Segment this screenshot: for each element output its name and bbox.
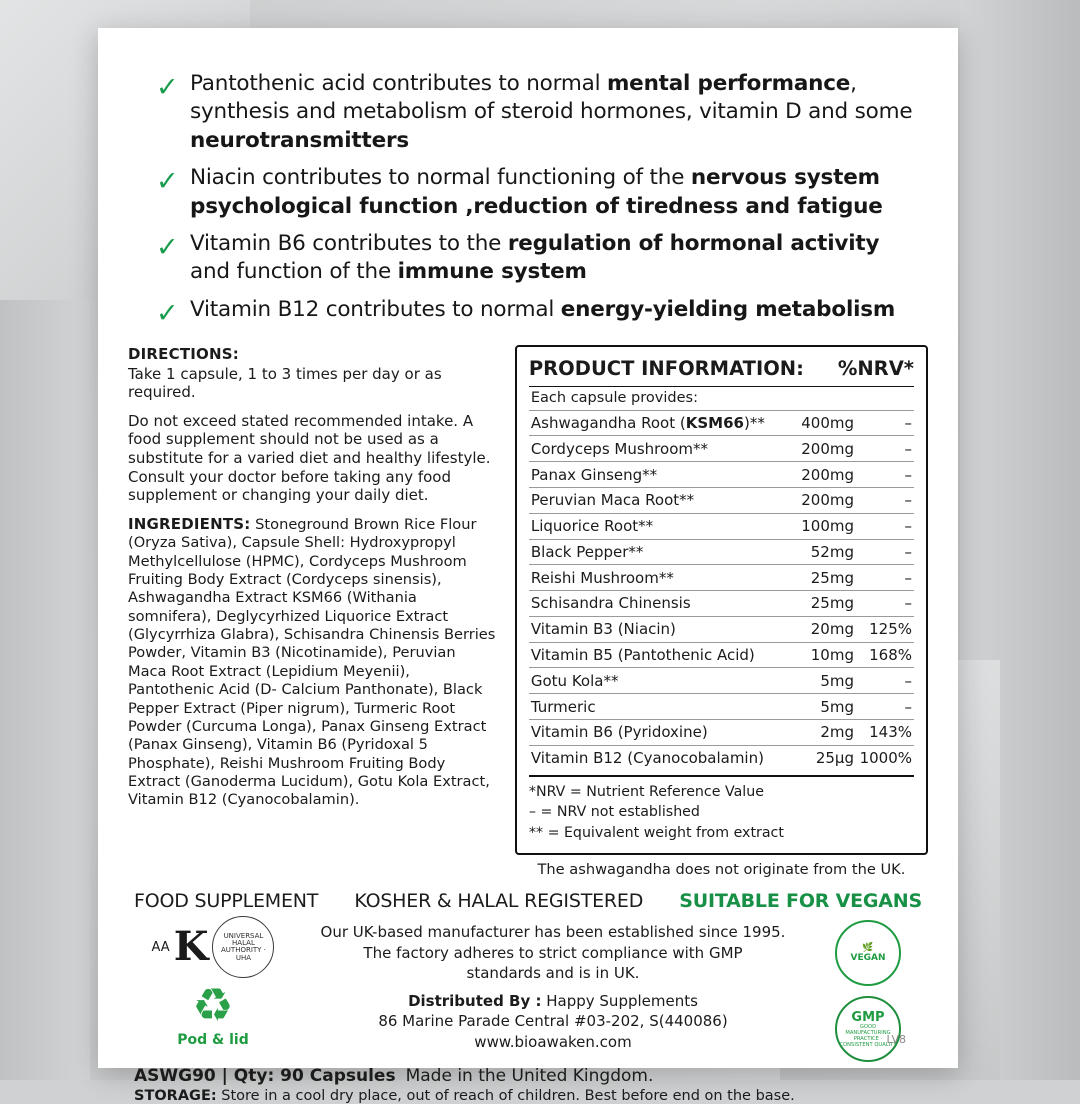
check-icon: ✓: [156, 297, 179, 329]
ingredient-nrv: 125%: [856, 616, 914, 642]
ingredient-nrv: –: [856, 462, 914, 488]
middle-section: [128, 345, 928, 879]
table-row: [529, 668, 914, 694]
right-badges: [808, 916, 928, 1062]
gmp-badge-sub: GOOD MANUFACTURING PRACTICE · CONSISTENT QUALITY: [839, 1024, 897, 1048]
ingredient-name: Cordyceps Mushroom**: [529, 436, 782, 462]
manufacturer-line-2: The factory adheres to strict compliance with GMP: [363, 943, 743, 962]
benefit-item: [156, 164, 924, 221]
benefit-text: Vitamin B6 contributes to the regulation of hormonal activity and function of the immune system: [190, 230, 880, 285]
kosher-aa-label: AA: [151, 939, 170, 955]
table-row: [529, 642, 914, 668]
product-information-table-body: [529, 410, 914, 770]
product-information-title: PRODUCT INFORMATION:: [528, 356, 804, 380]
ingredients-text: Stoneground Brown Rice Flour (Oryza Sativa), Capsule Shell: Hydroxypropyl Methylcellulose (HPMC), Cordyceps Mushroom Fruiting Body Extract (Cordyceps sinensis), Ashwagandha Extract KSM66 (Withania somnifera), Deglycyrhized Liquorice Extract (Glycyrrhiza Glabra), Schisandra Chinensis Berries Powder, Vitamin B3 (Nicotinamide), Peruvian Maca Root Extract (Lepidium Meyenii), Pantothenic Acid (D- Calcium Panthonate), Black Pepper Extract (Piper nigrum), Turmeric Root Powder (Curcuma Longa), Panax Ginseng Extract (Panax Ginseng), Vitamin B6 (Pyridoxal 5 Phosphate), Reishi Mushroom Fruiting Body Extract (Ganoderma Lucidum), Gotu Kola Extract, Vitamin B12 (Cyanocobalamin).: [128, 515, 496, 809]
check-icon: ✓: [156, 72, 179, 103]
table-row: [529, 539, 914, 565]
gmp-badge-label: GMP: [851, 1010, 885, 1026]
directions-para-1: Take 1 capsule, 1 to 3 times per day or as required.: [128, 364, 442, 402]
product-information-column: [515, 345, 928, 879]
ingredient-amount: 25µg: [782, 745, 856, 770]
ingredient-name: Panax Ginseng**: [529, 462, 782, 488]
ingredient-amount: 400mg: [782, 410, 856, 436]
ingredient-name: Peruvian Maca Root**: [529, 487, 782, 513]
supplement-label: [98, 28, 958, 1104]
ingredient-amount: 5mg: [782, 668, 856, 694]
distributor-name: Happy Supplements: [546, 992, 698, 1011]
leaf-icon: 🌿: [862, 943, 874, 954]
storage-text: Store in a cool dry place, out of reach of children. Best before end on the base.: [221, 1088, 795, 1104]
ingredient-amount: 10mg: [782, 642, 856, 668]
ingredient-nrv: 1000%: [856, 745, 914, 770]
ingredient-nrv: –: [856, 668, 914, 694]
kosher-badge: [152, 916, 275, 978]
benefit-text: Niacin contributes to normal functioning of the nervous system psychological function ,reduction of tiredness and fatigue: [190, 165, 883, 219]
table-row: [529, 462, 914, 488]
manufacturer-line-1: Our UK-based manufacturer has been established since 1995.: [320, 923, 786, 942]
table-row: [529, 565, 914, 591]
left-badges: [128, 916, 298, 1048]
benefit-text: Pantothenic acid contributes to normal mental performance, synthesis and metabolism of steroid hormones, vitamin D and some neurotransmitters: [190, 71, 913, 153]
kosher-halal-title: KOSHER & HALAL REGISTERED: [354, 890, 644, 913]
ingredient-name: Turmeric: [529, 694, 782, 720]
ingredient-amount: 200mg: [782, 462, 856, 488]
product-information-box: [515, 345, 928, 856]
table-row: [529, 410, 914, 436]
table-row: [529, 513, 914, 539]
table-row: [529, 616, 914, 642]
footnote-stars: ** = Equivalent weight from extract: [528, 824, 784, 841]
ingredient-nrv: 168%: [856, 642, 914, 668]
ingredient-amount: 52mg: [782, 539, 856, 565]
footer-sku-line: [128, 1066, 928, 1086]
ingredient-nrv: –: [856, 487, 914, 513]
ingredient-name: Ashwagandha Root (KSM66)**: [529, 410, 782, 436]
product-information-header: [529, 357, 914, 386]
ingredient-nrv: –: [856, 436, 914, 462]
ingredient-amount: 20mg: [782, 616, 856, 642]
ingredient-amount: 100mg: [782, 513, 856, 539]
table-row: [529, 487, 914, 513]
origin-note: The ashwagandha does not originate from the UK.: [537, 861, 906, 879]
manufacturer-line-3: standards and is in UK.: [466, 963, 640, 982]
footnote-dash: – = NRV not established: [528, 804, 700, 821]
ingredient-amount: 200mg: [782, 436, 856, 462]
benefit-text: Vitamin B12 contributes to normal energy-yielding metabolism: [190, 296, 896, 322]
ingredient-name: Vitamin B5 (Pantothenic Acid): [529, 642, 782, 668]
check-icon: ✓: [156, 166, 179, 198]
product-information-subtitle: Each capsule provides:: [529, 386, 914, 410]
suitable-for-vegans-title: SUITABLE FOR VEGANS: [679, 890, 922, 913]
ingredient-name: Vitamin B12 (Cyanocobalamin): [529, 745, 782, 770]
table-row: [529, 720, 914, 746]
ingredient-amount: 25mg: [782, 565, 856, 591]
ingredient-amount: 2mg: [782, 720, 856, 746]
directions-para-2: Do not exceed stated recommended intake. A food supplement should not be used as a substitute for a varied diet and healthy lifestyle. Consult your doctor before taking any food supplement or changing your daily diet.: [128, 411, 491, 505]
ingredient-nrv: –: [856, 513, 914, 539]
ingredient-nrv: –: [856, 565, 914, 591]
distributor-line: [298, 991, 808, 1011]
benefit-item: [156, 296, 924, 327]
sku-label: ASWG90 | Qty: 90 Capsules: [134, 1066, 396, 1087]
table-row: [529, 694, 914, 720]
benefit-item: [156, 70, 924, 155]
website[interactable]: www.bioawaken.com: [474, 1032, 632, 1051]
product-information-table: [529, 410, 914, 771]
halal-authority-icon: UNIVERSAL HALAL AUTHORITY · UHA: [212, 916, 274, 978]
ingredient-amount: 25mg: [782, 591, 856, 617]
ingredient-nrv: –: [856, 694, 914, 720]
nrv-header: %NRV*: [837, 356, 914, 380]
distributor-address: 86 Marine Parade Central #03-202, S(440086): [378, 1012, 728, 1031]
manufacturer-block: [298, 916, 808, 1052]
ingredient-name: Liquorice Root**: [529, 513, 782, 539]
kosher-k-icon: K: [173, 923, 209, 971]
ingredient-name: Vitamin B6 (Pyridoxine): [529, 720, 782, 746]
bottom-section: [128, 916, 928, 1062]
ingredients-block: [128, 515, 497, 810]
ingredient-nrv: –: [856, 591, 914, 617]
made-in-label: Made in the United Kingdom.: [405, 1066, 654, 1087]
food-supplement-title: FOOD SUPPLEMENT: [134, 890, 319, 913]
ingredients-heading: INGREDIENTS:: [128, 514, 251, 533]
vegan-badge-label: VEGAN: [850, 953, 886, 964]
ingredient-nrv: –: [856, 539, 914, 565]
ingredient-amount: 200mg: [782, 487, 856, 513]
product-information-footnotes: [529, 775, 914, 844]
benefits-list: [156, 70, 924, 327]
gmp-badge-icon: [835, 996, 901, 1062]
benefit-item: [156, 230, 924, 287]
recycle-label: Pod & lid: [177, 1032, 249, 1049]
ingredient-nrv: –: [856, 410, 914, 436]
footnote-nrv: *NRV = Nutrient Reference Value: [528, 783, 764, 800]
storage-line: [128, 1088, 928, 1104]
ingredient-name: Gotu Kola**: [529, 668, 782, 694]
directions-heading: DIRECTIONS:: [128, 344, 239, 363]
ingredient-name: Vitamin B3 (Niacin): [529, 616, 782, 642]
label-code: LV8: [886, 1033, 906, 1046]
distributor-label: Distributed By :: [408, 992, 542, 1011]
certification-row: [128, 890, 928, 912]
ingredient-name: Reishi Mushroom**: [529, 565, 782, 591]
vegan-badge-icon: [835, 920, 901, 986]
ingredient-name: Black Pepper**: [529, 539, 782, 565]
directions-ingredients-column: [128, 345, 497, 879]
ingredient-nrv: 143%: [856, 720, 914, 746]
storage-label: STORAGE:: [134, 1088, 217, 1104]
check-icon: ✓: [156, 231, 179, 263]
table-row: [529, 591, 914, 617]
table-row: [529, 436, 914, 462]
ingredient-amount: 5mg: [782, 694, 856, 720]
table-row: [529, 745, 914, 770]
ingredient-name: Schisandra Chinensis: [529, 591, 782, 617]
recycle-icon: ♻: [192, 978, 234, 1033]
